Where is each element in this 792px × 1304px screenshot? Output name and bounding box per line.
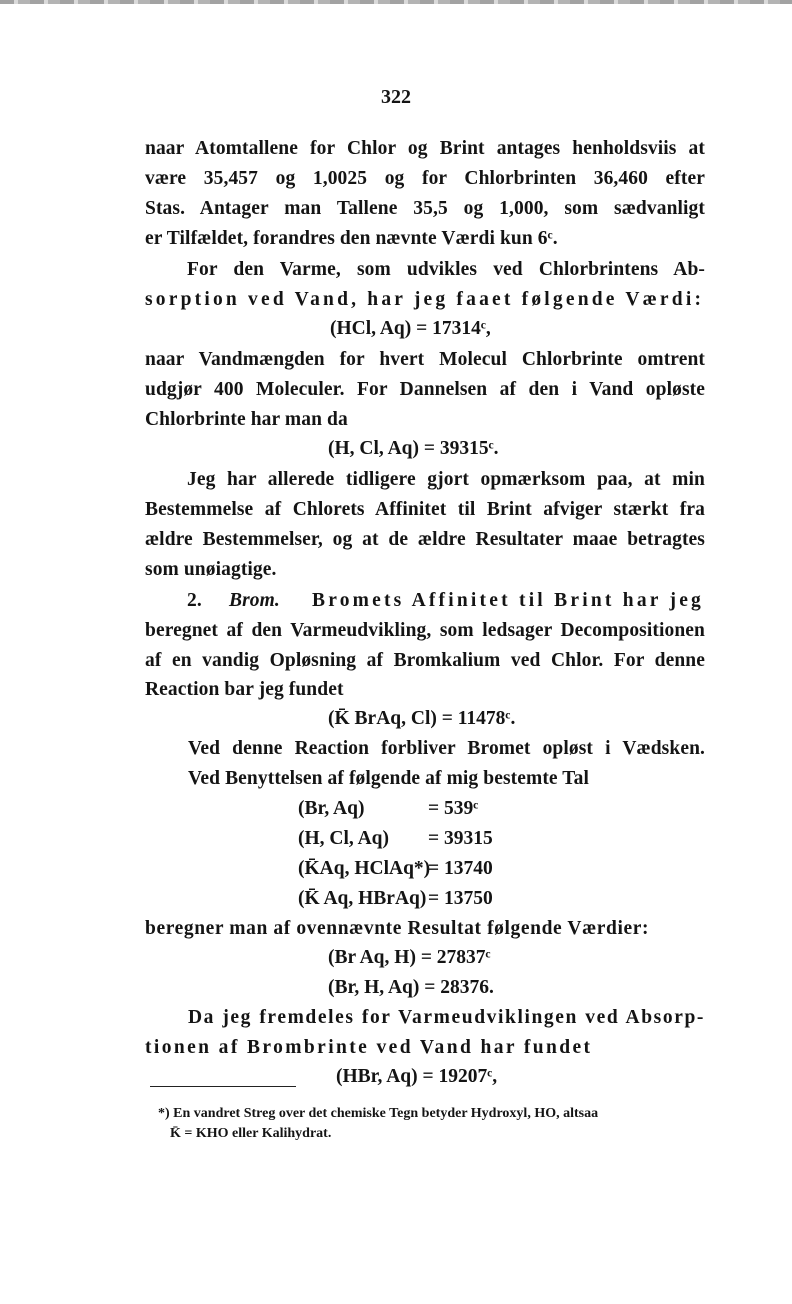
text-line: Ved denne Reaction forbliver Bromet opløst i Vædsken. [188,738,705,759]
table-row [298,886,493,912]
table-cell-right: = 13750 [428,888,493,909]
text-line: naar Atomtallene for Chlor og Brint antages henholdsviis at [145,138,705,159]
text-line: Jeg har allerede tidligere gjort opmærksom paa, at min [187,469,705,490]
text-line: Bestemmelse af Chlorets Affinitet til Brint afviger stærkt fra [145,499,705,520]
text-line: Chlorbrinte har man da [145,409,348,430]
text-line: tionen af Brombrinte ved Vand har fundet [145,1037,593,1058]
text-line: er Tilfældet, forandres den nævnte Værdi kun 6ᶜ. [145,228,558,249]
equation: (Br Aq, H) = 27837ᶜ [328,947,491,968]
equation: (K̄ BrAq, Cl) = 11478ᶜ. [328,708,516,729]
text-line: være 35,457 og 1,0025 og for Chlorbrinten 36,460 efter [145,168,705,189]
text-line: Ved Benyttelsen af følgende af mig bestemte Tal [188,768,589,789]
text-line: sorption ved Vand, har jeg faaet følgende Værdi: [145,289,705,310]
text-line: udgjør 400 Moleculer. For Dannelsen af den i Vand opløste [145,379,705,400]
table-cell-left: (K̄Aq, HClAq*) [298,858,431,879]
equation: (H, Cl, Aq) = 39315ᶜ. [328,438,499,459]
text-line: som unøiagtige. [145,559,277,580]
text-line: Stas. Antager man Tallene 35,5 og 1,000, som sædvanligt [145,198,705,219]
section-title: Brom. [229,590,280,611]
text-line: beregnet af den Varmeudvikling, som ledsager Decompositionen [145,620,705,641]
section-number: 2. [187,590,202,611]
footnote-line: K̄ = KHO eller Kalihydrat. [170,1126,332,1141]
equation: (HBr, Aq) = 19207ᶜ, [336,1066,498,1087]
table-cell-left: (K̄ Aq, HBrAq) [298,888,427,909]
scan-top-edge [0,0,792,4]
text-line: Reaction bar jeg fundet [145,679,344,700]
table-row [298,796,478,822]
text-line: beregner man af ovennævnte Resultat følgende Værdier: [145,918,650,939]
table-row [298,826,493,852]
table-cell-right: = 39315 [428,828,493,849]
table-cell-left: (H, Cl, Aq) [298,828,390,849]
equation: (HCl, Aq) = 17314ᶜ, [330,318,491,339]
page-number: 322 [381,86,411,108]
equation: (Br, H, Aq) = 28376. [328,977,494,998]
text-line: naar Vandmængden for hvert Molecul Chlorbrinte omtrent [145,349,705,370]
footnote-line: *) En vandret Streg over det chemiske Tegn betyder Hydroxyl, HO, altsaa [158,1106,599,1121]
table-row [298,856,493,882]
text-line: ældre Bestemmelser, og at de ældre Resultater maae betragtes [145,529,705,550]
table-cell-right: = 13740 [428,858,493,879]
text-line: Bromets Affinitet til Brint har jeg [312,590,704,611]
footnote-rule [150,1086,296,1087]
text-line: af en vandig Opløsning af Bromkalium ved Chlor. For denne [145,650,705,671]
table-cell-right: = 539ᶜ [428,798,479,819]
text-line: For den Varme, som udvikles ved Chlorbrintens Ab- [187,259,705,280]
table-cell-left: (Br, Aq) [298,798,365,819]
text-line: Da jeg fremdeles for Varmeudviklingen ved Absorp- [188,1007,705,1028]
